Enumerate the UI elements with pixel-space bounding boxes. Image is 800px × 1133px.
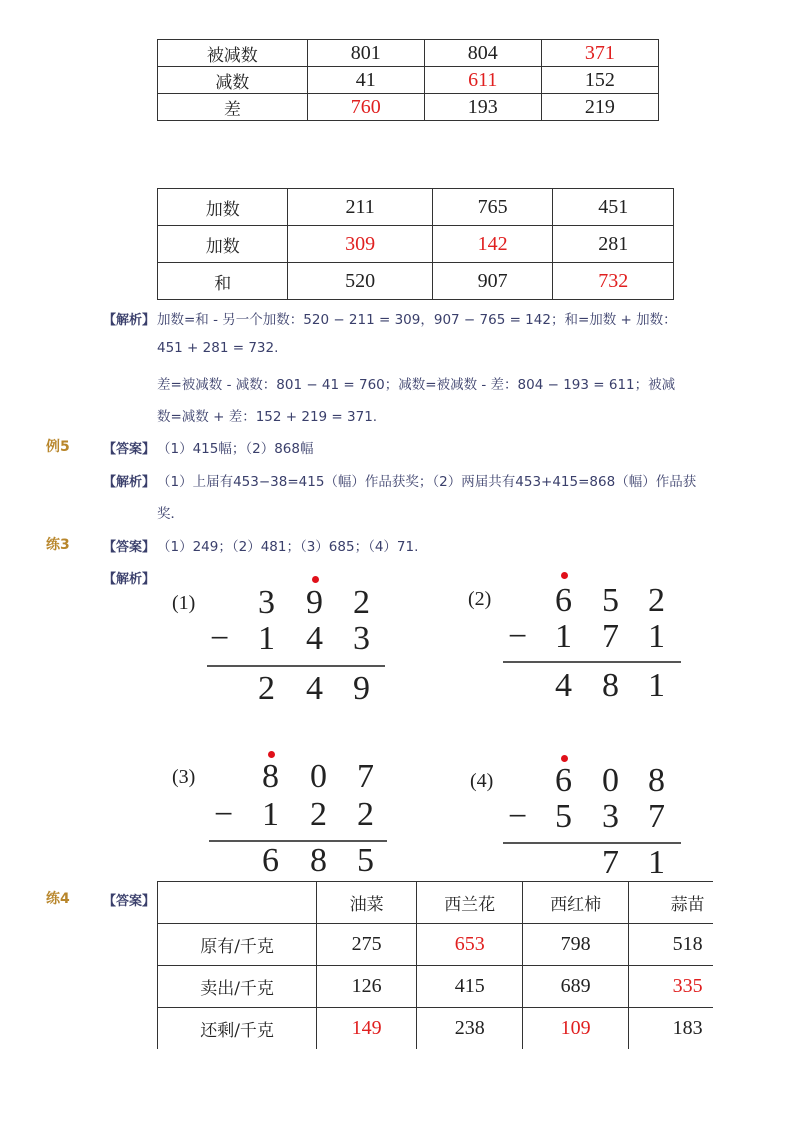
analysis-line: （1）上届有453−38=415（幅）作品获奖；（2）两届共有453+415=868（幅）作品获 (157, 474, 697, 490)
problem-label: (2) (468, 588, 492, 610)
analysis-line: 数=减数 + 差：152 + 219 = 371. (157, 409, 378, 425)
table-cell: 451 (553, 189, 674, 226)
analysis-tag: 【解析】 (103, 313, 156, 328)
digit: 6 (262, 842, 279, 879)
analysis-line: 加数=和 - 另一个加数：520 − 211 = 309，907 − 765 = 142；和=加数 + 加数： (157, 312, 677, 328)
table-header: 蒜苗 (629, 882, 713, 924)
answer-tag: 【答案】 (103, 894, 156, 909)
table-cell: 238 (417, 1008, 523, 1050)
table-cell: 193 (424, 94, 541, 121)
table-cell: 907 (432, 263, 553, 300)
table-cell-answer: 335 (629, 966, 713, 1008)
digit: 2 (310, 796, 327, 833)
digit: 1 (648, 618, 665, 655)
problem-label: (4) (470, 770, 494, 792)
digit: 7 (357, 758, 374, 795)
table-cell-answer: 760 (307, 94, 424, 121)
sum-line (207, 665, 385, 667)
table-cell-answer: 371 (541, 40, 658, 67)
table-cell: 219 (541, 94, 658, 121)
digit: 8 (310, 842, 327, 879)
digit: 9 (353, 670, 370, 707)
answer-tag: 【答案】 (103, 540, 156, 555)
borrow-dot (561, 572, 568, 579)
analysis-line: 451 + 281 = 732. (157, 340, 279, 356)
digit: 1 (648, 667, 665, 704)
digit: 9 (306, 584, 323, 621)
table-cell-answer: 653 (417, 924, 523, 966)
digit: 4 (306, 670, 323, 707)
digit: 2 (648, 582, 665, 619)
answer-tag: 【答案】 (103, 442, 156, 457)
table-cell: 798 (523, 924, 629, 966)
table-row-label: 减数 (158, 67, 308, 94)
digit: 7 (602, 618, 619, 655)
addition-table (157, 188, 674, 300)
digit: 6 (555, 762, 572, 799)
answer-text: （1）249；（2）481；（3）685；（4）71. (157, 539, 419, 555)
minus-sign: − (214, 796, 234, 833)
answer-text: （1）415幅；（2）868幅 (157, 441, 314, 457)
table-cell-answer: 149 (317, 1008, 417, 1050)
table-row-label: 原有/千克 (158, 924, 317, 966)
vegetable-table (157, 881, 713, 1049)
vegetable-table-wrap (157, 881, 713, 1049)
table-cell: 765 (432, 189, 553, 226)
table-header: 西红柿 (523, 882, 629, 924)
analysis-line: 奖． (157, 506, 184, 522)
analysis-tag: 【解析】 (103, 572, 156, 587)
minus-sign: − (508, 618, 528, 655)
digit: 4 (306, 620, 323, 657)
borrow-dot (268, 751, 275, 758)
digit: 0 (310, 758, 327, 795)
table-row-label: 加数 (158, 226, 288, 263)
borrow-dot (312, 576, 319, 583)
table-header: 油菜 (317, 882, 417, 924)
problem-label: (3) (172, 766, 196, 788)
table-cell-answer: 109 (523, 1008, 629, 1050)
digit: 8 (602, 667, 619, 704)
table-cell: 804 (424, 40, 541, 67)
minus-sign: − (210, 620, 230, 657)
digit: 5 (555, 798, 572, 835)
digit: 1 (648, 844, 665, 881)
table-cell-answer: 732 (553, 263, 674, 300)
example-label: 例5 (46, 439, 70, 455)
digit: 5 (357, 842, 374, 879)
digit: 2 (258, 670, 275, 707)
digit: 1 (555, 618, 572, 655)
borrow-dot (561, 755, 568, 762)
table-cell: 801 (307, 40, 424, 67)
table-cell: 126 (317, 966, 417, 1008)
subtraction-table (157, 39, 659, 121)
table-cell-answer: 309 (288, 226, 432, 263)
table-cell: 689 (523, 966, 629, 1008)
table-cell: 520 (288, 263, 432, 300)
digit: 5 (602, 582, 619, 619)
table-row-label: 卖出/千克 (158, 966, 317, 1008)
digit: 3 (258, 584, 275, 621)
digit: 1 (258, 620, 275, 657)
digit: 2 (353, 584, 370, 621)
minus-sign: − (508, 798, 528, 835)
digit: 6 (555, 582, 572, 619)
sum-line (503, 661, 681, 663)
table-cell: 275 (317, 924, 417, 966)
table-header: 西兰花 (417, 882, 523, 924)
digit: 8 (648, 762, 665, 799)
problem-label: (1) (172, 592, 196, 614)
table-cell-answer: 142 (432, 226, 553, 263)
practice-label: 练4 (46, 891, 70, 907)
digit: 0 (602, 762, 619, 799)
table-row-label: 差 (158, 94, 308, 121)
table-cell: 211 (288, 189, 432, 226)
table-row-label: 加数 (158, 189, 288, 226)
digit: 3 (602, 798, 619, 835)
digit: 4 (555, 667, 572, 704)
digit: 1 (262, 796, 279, 833)
table-header (158, 882, 317, 924)
table-cell: 415 (417, 966, 523, 1008)
table-cell: 152 (541, 67, 658, 94)
digit: 3 (353, 620, 370, 657)
table-row-label: 还剩/千克 (158, 1008, 317, 1050)
table-row-label: 和 (158, 263, 288, 300)
digit: 7 (602, 844, 619, 881)
analysis-tag: 【解析】 (103, 475, 156, 490)
table-row-label: 被减数 (158, 40, 308, 67)
table-cell: 518 (629, 924, 713, 966)
table-cell: 41 (307, 67, 424, 94)
table-cell-answer: 611 (424, 67, 541, 94)
digit: 8 (262, 758, 279, 795)
table-cell: 281 (553, 226, 674, 263)
digit: 2 (357, 796, 374, 833)
practice-label: 练3 (46, 537, 70, 553)
table-cell: 183 (629, 1008, 713, 1050)
digit: 7 (648, 798, 665, 835)
analysis-line: 差=被减数 - 减数：801 − 41 = 760；减数=被减数 - 差：804 − 193 = 611；被减 (157, 377, 676, 393)
